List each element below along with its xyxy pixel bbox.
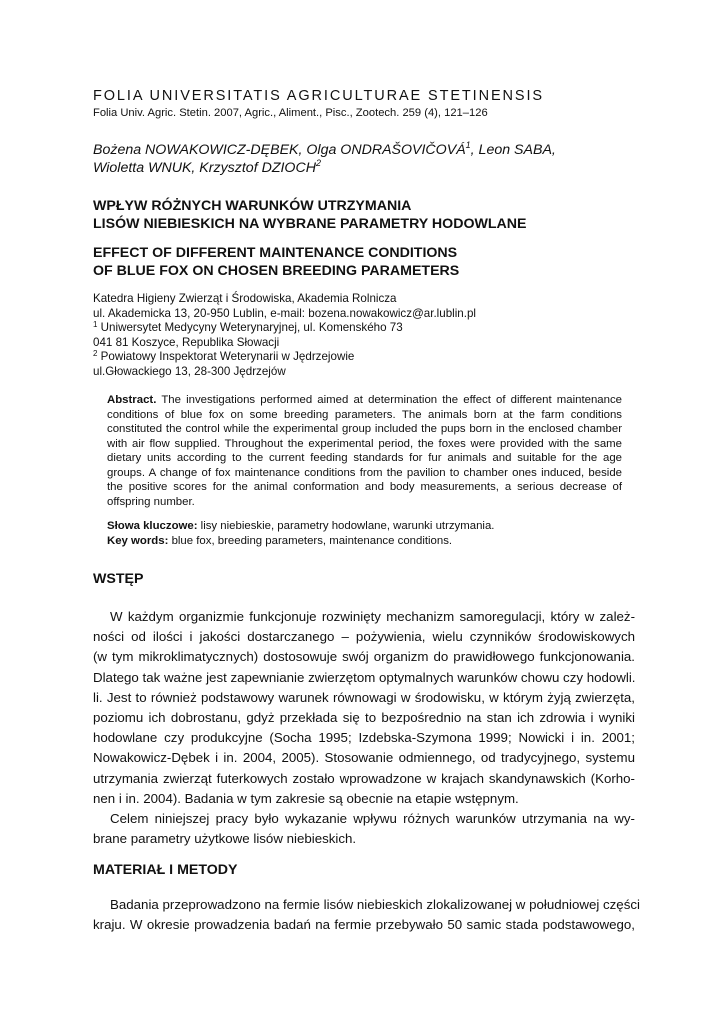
text-line: kraju. W okresie prowadzenia badań na fermie przebywało 50 samic stada podstawowego, xyxy=(93,917,635,933)
keywords-english: Key words: blue fox, breeding parameters, maintenance conditions. xyxy=(107,534,453,547)
affiliations xyxy=(93,292,476,380)
text-line: Celem niniejszej pracy było wykazanie wpływu różnych warunków utrzymania na wy- xyxy=(110,811,635,827)
journal-citation: Folia Univ. Agric. Stetin. 2007, Agric., Aliment., Pisc., Zootech. 259 (4), 121–126 xyxy=(93,107,488,119)
text-line: nen i in. 2004). Badania w tym zakresie są obecnie na etapie wstępnym. xyxy=(93,790,519,806)
journal-name: FOLIA UNIVERSITATIS AGRICULTURAE STETINENSIS xyxy=(93,88,544,104)
abstract-text: The investigations performed aimed at determination the effect of different maintenance conditions of blue fox on some breeding parameters. The animals born at the farm conditions constituted the control while the experimental group included the pups born in the enclosed chamber with air flow supplied. Throughout the experimental period, the foxes were provided with the same dietary units according to the current feeding standards for fur animals and suitable for the age groups. A change of fox maintenance conditions from the pavilion to chamber ones induced, beside the positive scores for the animal conformation and body measurements, a serious decrease of offspring number. xyxy=(107,394,622,508)
title-english-line-1: EFFECT OF DIFFERENT MAINTENANCE CONDITIONS xyxy=(93,245,458,261)
title-polish-line-1: WPŁYW RÓŻNYCH WARUNKÓW UTRZYMANIA xyxy=(93,198,412,214)
text-line: ności od ilości i jakości dostarczanego – pożywienia, wielu czynników środowiskowych xyxy=(93,629,635,645)
section-heading-intro: WSTĘP xyxy=(93,571,144,587)
affiliation-line: 041 81 Koszyce, Republika Słowacji xyxy=(93,335,280,349)
affiliation-line: Katedra Higieny Zwierząt i Środowiska, Akademia Rolnicza xyxy=(93,292,397,305)
intro-text xyxy=(93,607,635,849)
affiliation-line: $^1$ Uniwersytet Medycyny Weterynaryjnej, ul. Komenského 73 xyxy=(93,320,403,335)
text-line: hodowlane czy produkcyjne (Socha 1995; Izdebska-Szymona 1999; Nowicki i in. 2001; xyxy=(93,730,635,746)
methods-text xyxy=(93,895,640,935)
author-line-1: Bożena NOWAKOWICZ-DĘBEK, Olga ONDRAŠOVIČOVÁ$^1$, Leon SABA, xyxy=(93,140,556,158)
text-line: Nowakowicz-Dębek i in. 2004, 2005). Stosowanie odmiennego, od tradycyjnego, systemu xyxy=(93,750,635,766)
text-line: poziomu ich dobrostanu, gdyż przekłada się to bezpośrednio na stan ich zdrowia i wyniki xyxy=(93,710,635,726)
text-line: (w tym mikroklimatycznych) dostosowuje swój organizm do prawidłowego funkcjonowania. xyxy=(93,649,635,665)
text-line: Badania przeprowadzono na fermie lisów niebieskich zlokalizowanej w południowej części xyxy=(110,897,640,912)
title-english-line-2: OF BLUE FOX ON CHOSEN BREEDING PARAMETERS xyxy=(93,262,460,279)
text-line: brane parametry użytkowe lisów niebieskich. xyxy=(93,831,357,847)
keywords-polish: Słowa kluczowe: lisy niebieskie, parametry hodowlane, warunki utrzymania. xyxy=(107,520,495,532)
title-english xyxy=(93,245,459,280)
author-list xyxy=(93,141,556,177)
affiliation-line: ul.Głowackiego 13, 28-300 Jędrzejów xyxy=(93,364,286,378)
section-heading-methods: MATERIAŁ I METODY xyxy=(93,862,238,878)
text-line: Dlatego tak ważne jest zapewnianie zwierzętom optymalnych warunków chowu czy hodowli. xyxy=(93,669,636,685)
author-line-2: Wioletta WNUK, Krzysztof DZIOCH$^2$ xyxy=(93,158,321,176)
title-polish-line-2: LISÓW NIEBIESKICH NA WYBRANE PARAMETRY HODOWLANE xyxy=(93,215,527,232)
abstract xyxy=(107,393,622,509)
affiliation-line: ul. Akademicka 13, 20-950 Lublin, e-mail: bozena.nowakowicz@ar.lublin.pl xyxy=(93,306,476,320)
affiliation-line: $^2$ Powiatowy Inspektorat Weterynarii w Jędrzejowie xyxy=(93,349,355,364)
title-polish xyxy=(93,198,527,233)
abstract-label: Abstract. xyxy=(107,394,157,406)
text-line: W każdym organizmie funkcjonuje rozwinięty mechanizm samoregulacji, który w zależ- xyxy=(110,609,635,624)
text-line: li. Jest to również podstawowy warunek równowagi w środowisku, w którym żyją zwierzęta, xyxy=(93,689,635,705)
keywords xyxy=(107,519,622,548)
text-line: utrzymania zwierząt futerkowych zostało wprowadzone w krajach skandynawskich (Korho- xyxy=(93,770,635,786)
